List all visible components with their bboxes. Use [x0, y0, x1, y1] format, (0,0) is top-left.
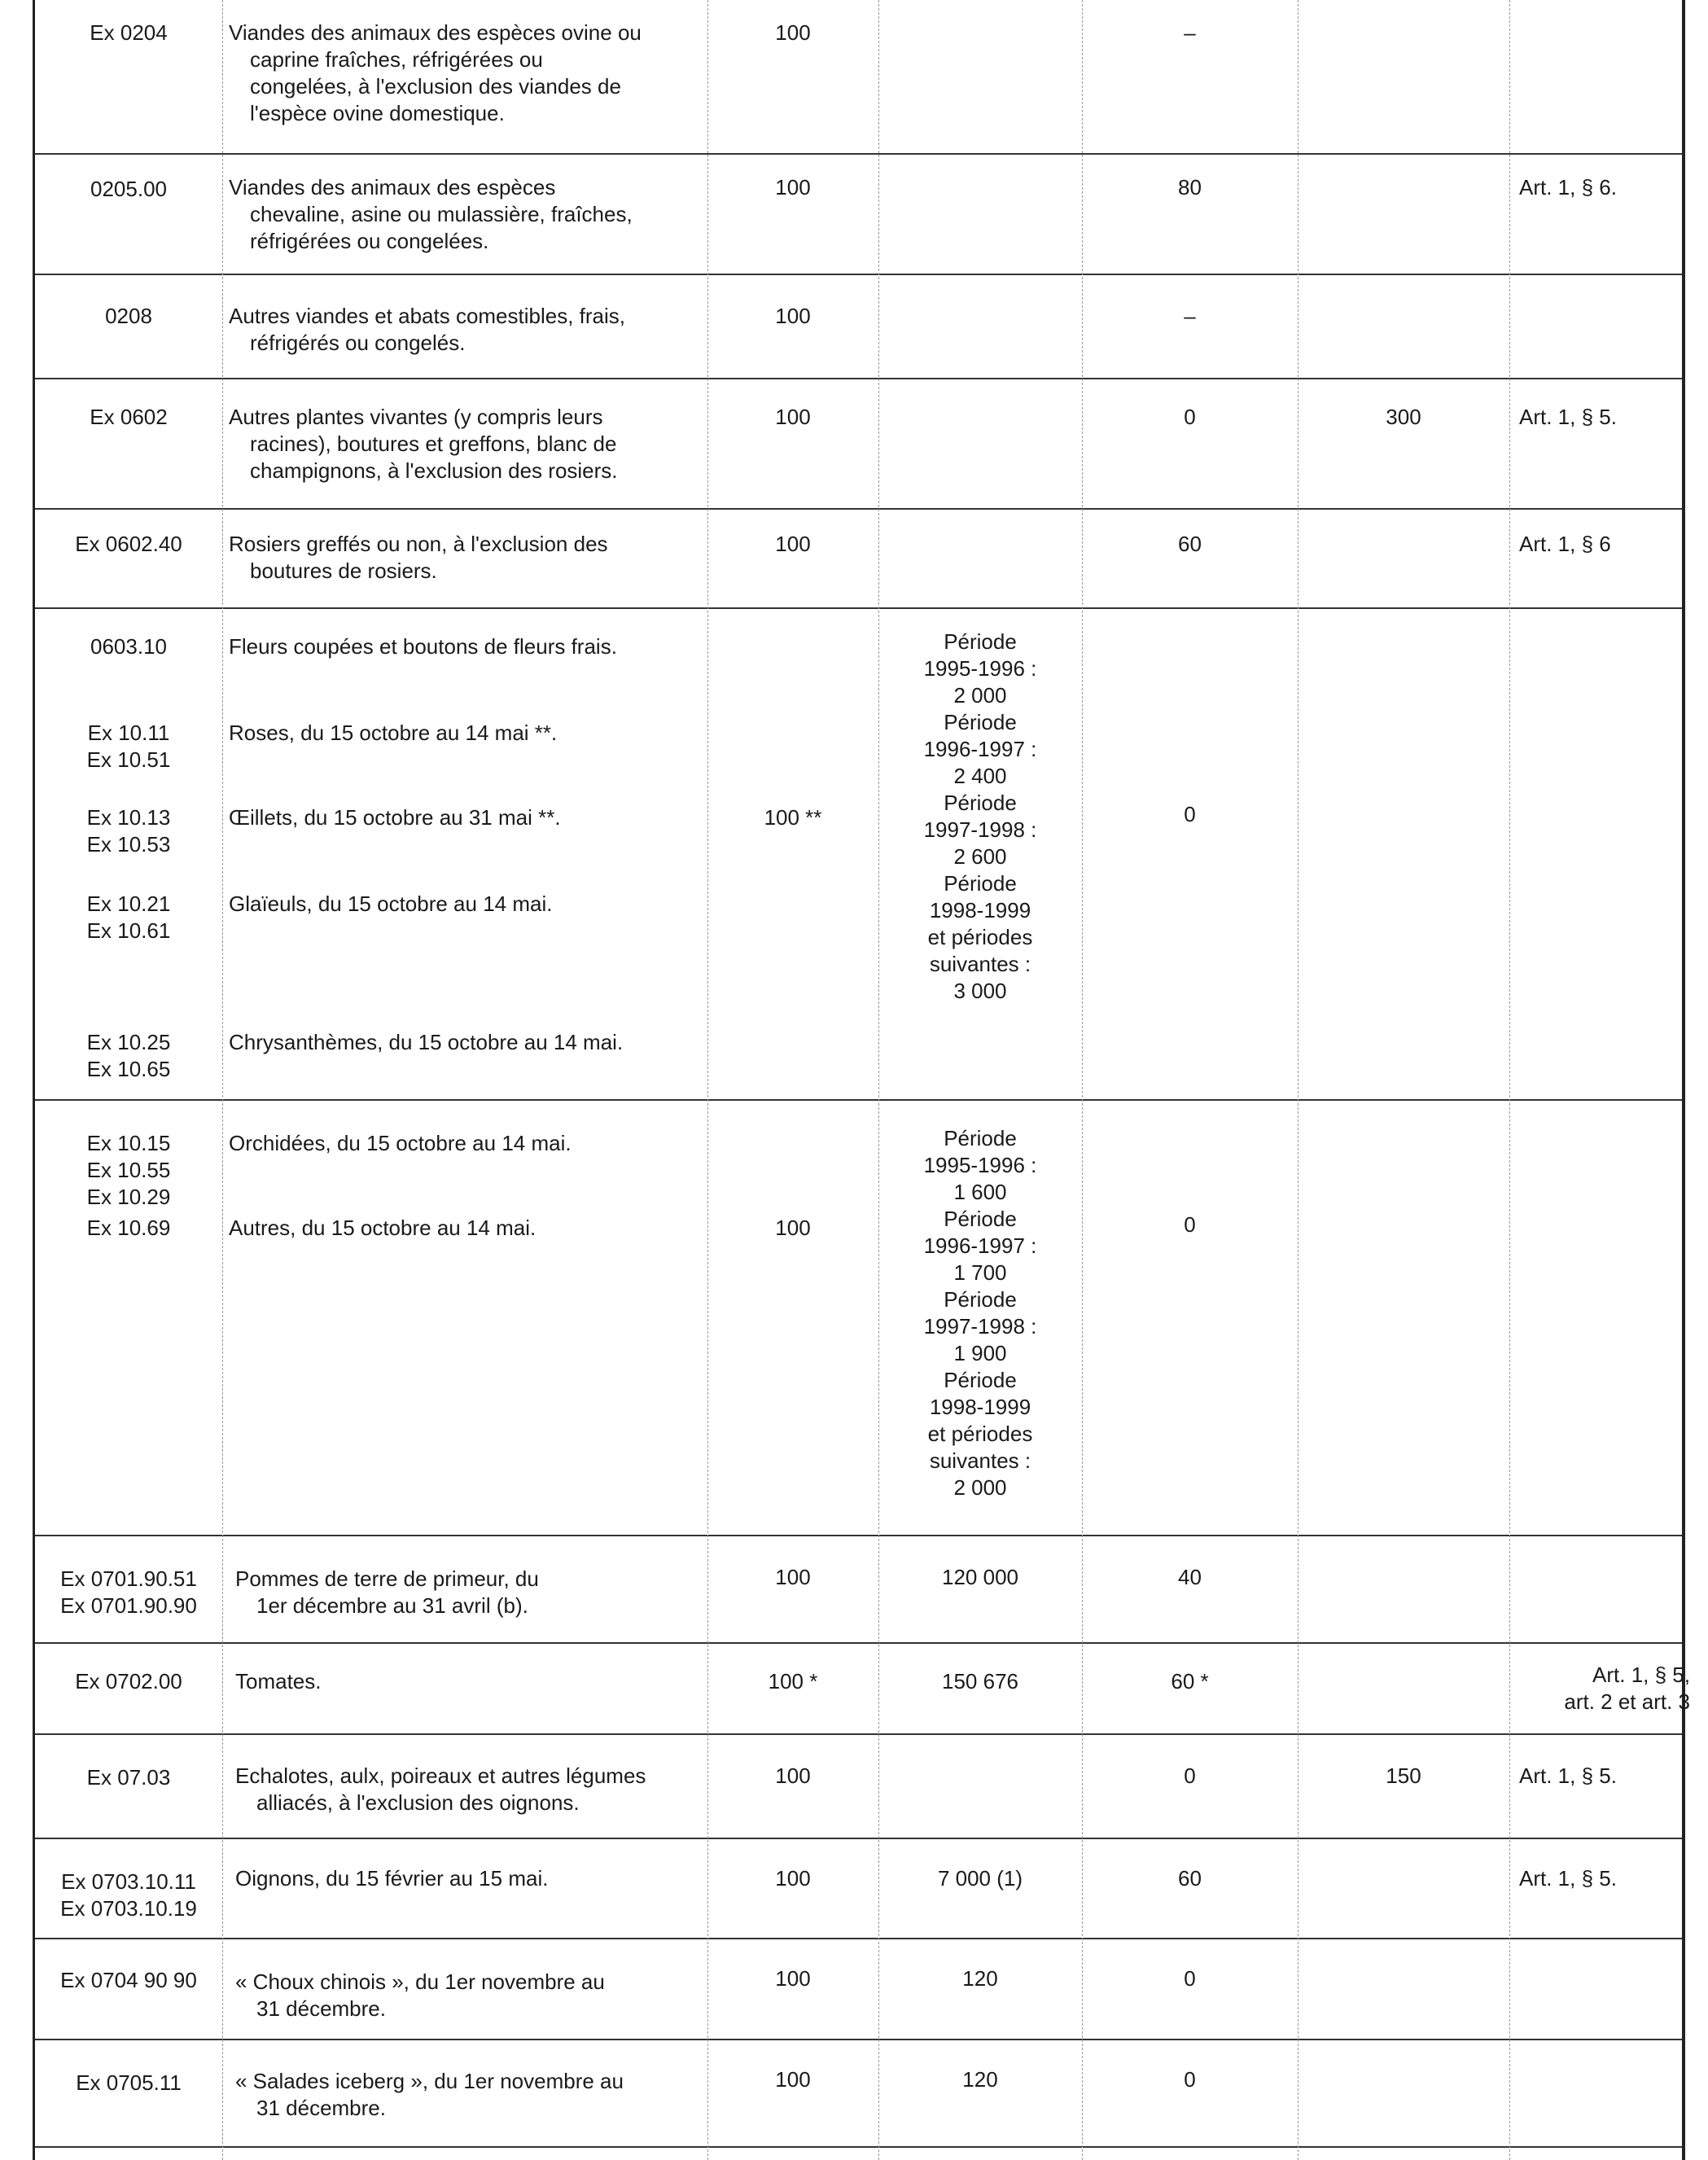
- product-description: « Salades iceberg », du 1er novembre au 31 décembre.: [235, 2069, 624, 2121]
- tariff-code: Ex 10.11 Ex 10.51: [86, 721, 171, 773]
- duty-rate: 100: [775, 1763, 811, 1788]
- product-description: Orchidées, du 15 octobre au 14 mai.: [229, 1131, 572, 1155]
- reduced-rate: –: [1184, 20, 1196, 45]
- tariff-quota: 7 000 (1): [937, 1866, 1023, 1891]
- legal-reference: Art. 1, § 5, art. 2 et art. 3: [1564, 1663, 1690, 1715]
- tariff-code: Ex 10.69: [86, 1216, 171, 1240]
- tariff-quota: 120: [962, 1966, 998, 1991]
- duty-rate: 100: [775, 304, 811, 328]
- product-description: Viandes des animaux des espèces chevaline, asine ou mulassière, fraîches, réfrigérées ou congelées.: [229, 175, 633, 254]
- product-description: Tomates.: [235, 1669, 322, 1693]
- table-row: [35, 0, 1682, 155]
- table-row: [35, 275, 1682, 379]
- duty-rate: 100 **: [764, 805, 822, 830]
- reduced-rate: 0: [1184, 2067, 1196, 2092]
- quota-periods: Période 1995-1996 : 2 000 Période 1996-1997 : 2 400 Période 1997-1998 : 2 600 Période 1998-1999 et périodes suivantes : 3 000: [923, 629, 1037, 1004]
- tariff-code: Ex 10.21 Ex 10.61: [86, 892, 171, 944]
- table-row: [35, 1839, 1682, 1939]
- reduced-rate: 0: [1184, 1763, 1196, 1788]
- reduced-rate: 40: [1178, 1565, 1202, 1589]
- tariff-code: Ex 0704 90 90: [60, 1968, 197, 1992]
- table-row: [35, 2040, 1682, 2148]
- legal-reference: Art. 1, § 5.: [1519, 1866, 1617, 1891]
- table-row: [35, 609, 1682, 1101]
- table-row: [35, 155, 1682, 275]
- product-description: Autres viandes et abats comestibles, frais, réfrigérés ou congelés.: [229, 304, 626, 356]
- product-description: Autres plantes vivantes (y compris leurs racines), boutures et greffons, blanc de champignons, à l'exclusion des rosiers.: [229, 405, 618, 484]
- table-row: [35, 1735, 1682, 1839]
- reduced-rate: 60 *: [1171, 1669, 1209, 1693]
- tariff-code: 0208: [105, 304, 152, 328]
- tariff-code: Ex 10.15 Ex 10.55 Ex 10.29: [86, 1131, 171, 1210]
- table-row: [35, 1939, 1682, 2040]
- table-row: [35, 1101, 1682, 1536]
- product-description: Viandes des animaux des espèces ovine ou caprine fraîches, réfrigérées ou congelées, à l'exclusion des viandes de l'espèce ovine domestique.: [229, 20, 642, 126]
- tariff-code: Ex 0703.10.11 Ex 0703.10.19: [60, 1869, 197, 1921]
- column-divider: [878, 0, 879, 2160]
- product-description: Chrysanthèmes, du 15 octobre au 14 mai.: [229, 1030, 624, 1054]
- reduced-rate: 0: [1184, 802, 1196, 826]
- product-description: Autres, du 15 octobre au 14 mai.: [229, 1216, 536, 1240]
- reduced-rate: 60: [1178, 532, 1202, 556]
- tariff-table: [33, 0, 1690, 2160]
- legal-reference: Art. 1, § 5.: [1519, 1763, 1617, 1788]
- column-divider: [707, 0, 708, 2160]
- reduced-rate: 80: [1178, 175, 1202, 199]
- reduced-rate: 0: [1184, 405, 1196, 429]
- column-divider: [1509, 0, 1510, 2160]
- tariff-code: Ex 10.25 Ex 10.65: [86, 1030, 171, 1082]
- legal-reference: Art. 1, § 6.: [1519, 175, 1617, 199]
- tariff-code: Ex 07.03: [86, 1765, 171, 1790]
- product-description: Pommes de terre de primeur, du 1er décembre au 31 avril (b).: [235, 1566, 539, 1619]
- duty-rate: 100: [775, 2067, 811, 2092]
- duty-rate: 100: [775, 532, 811, 556]
- product-description: Oignons, du 15 février au 15 mai.: [235, 1866, 549, 1891]
- tariff-quota: 300: [1386, 405, 1421, 429]
- table-row: [35, 1644, 1690, 1735]
- table-row: [35, 379, 1682, 510]
- reduced-rate: –: [1184, 304, 1196, 328]
- tariff-quota: 120 000: [942, 1565, 1018, 1589]
- quota-periods: Période 1995-1996 : 1 600 Période 1996-1997 : 1 700 Période 1997-1998 : 1 900 Période 1998-1999 et périodes suivantes : 2 000: [923, 1126, 1037, 1501]
- tariff-code: Ex 0204: [90, 20, 168, 45]
- reduced-rate: 0: [1184, 1212, 1196, 1237]
- tariff-code: 0205.00: [90, 177, 167, 201]
- tariff-code: 0603.10: [90, 634, 167, 659]
- column-divider: [1082, 0, 1083, 2160]
- duty-rate: 100: [775, 20, 811, 45]
- column-divider: [222, 0, 223, 2160]
- tariff-code: Ex 0602: [90, 405, 168, 429]
- tariff-code: Ex 0705.11: [76, 2070, 182, 2095]
- tariff-quota: 120: [962, 2067, 998, 2092]
- reduced-rate: 60: [1178, 1866, 1202, 1891]
- table-row: [35, 1536, 1682, 1644]
- product-description: Fleurs coupées et boutons de fleurs frais.: [229, 634, 617, 659]
- tariff-code: Ex 0702.00: [75, 1669, 182, 1693]
- duty-rate: 100: [775, 1866, 811, 1891]
- tariff-quota: 150 676: [942, 1669, 1018, 1693]
- tariff-code: Ex 0701.90.51 Ex 0701.90.90: [60, 1566, 197, 1619]
- tariff-code: Ex 0602.40: [75, 532, 182, 556]
- duty-rate: 100: [775, 405, 811, 429]
- tariff-code: Ex 10.13 Ex 10.53: [86, 805, 171, 857]
- duty-rate: 100: [775, 175, 811, 199]
- product-description: Rosiers greffés ou non, à l'exclusion des boutures de rosiers.: [229, 532, 608, 584]
- product-description: Glaïeuls, du 15 octobre au 14 mai.: [229, 892, 553, 916]
- duty-rate: 100 *: [768, 1669, 818, 1693]
- legal-reference: Art. 1, § 6: [1519, 532, 1611, 556]
- product-description: Œillets, du 15 octobre au 31 mai **.: [229, 805, 561, 830]
- column-divider: [1298, 0, 1299, 2160]
- duty-rate: 100: [775, 1966, 811, 1991]
- duty-rate: 100: [775, 1216, 811, 1240]
- legal-reference: Art. 1, § 5.: [1519, 405, 1617, 429]
- tariff-quota: 150: [1386, 1763, 1421, 1788]
- product-description: Echalotes, aulx, poireaux et autres légumes alliacés, à l'exclusion des oignons.: [235, 1763, 646, 1816]
- product-description: Roses, du 15 octobre au 14 mai **.: [229, 721, 558, 745]
- product-description: « Choux chinois », du 1er novembre au 31 décembre.: [235, 1969, 605, 2022]
- table-row: [35, 510, 1682, 609]
- duty-rate: 100: [775, 1565, 811, 1589]
- reduced-rate: 0: [1184, 1966, 1196, 1991]
